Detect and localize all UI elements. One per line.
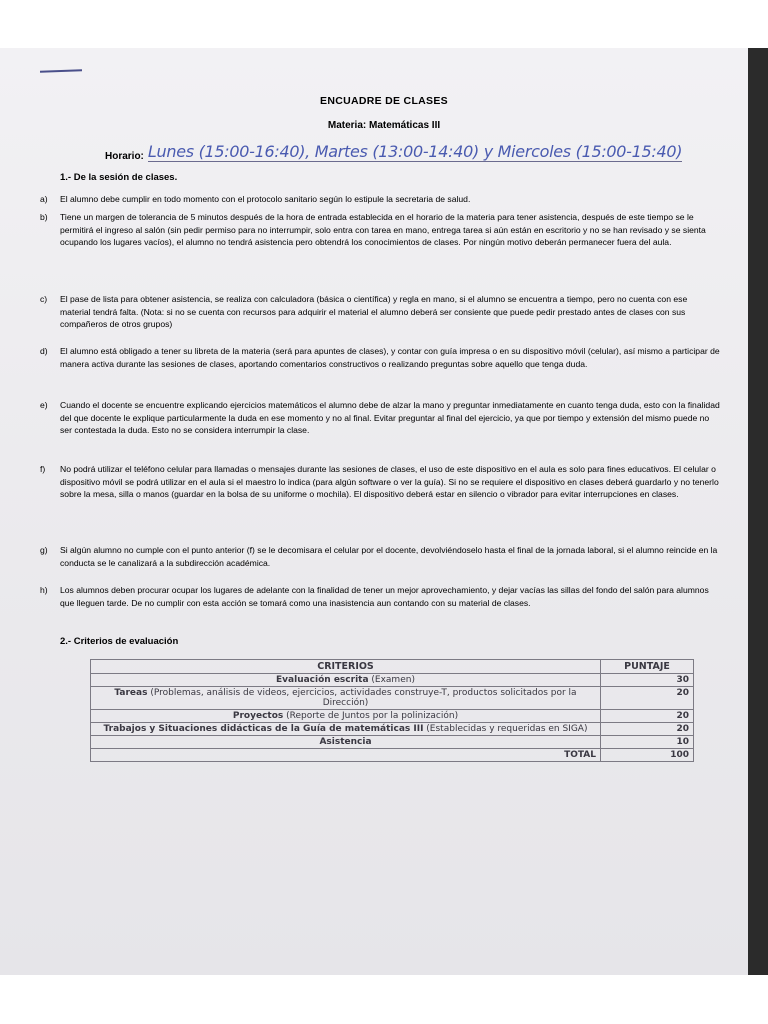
header-criterios: CRITERIOS bbox=[91, 660, 601, 674]
evaluation-criteria-table bbox=[90, 659, 694, 762]
criterion-cell bbox=[91, 710, 601, 723]
rule-item bbox=[40, 345, 720, 370]
table-row bbox=[91, 687, 694, 710]
rule-text: No podrá utilizar el teléfono celular para llamadas o mensajes durante las sesiones de clases, el uso de este dispositivo en el aula es solo para fines educativos. El celular o dispositivo móvil se podrá utilizar en el aula si el maestro lo indica (para algún software o ver la guía). Si no se requiere el dispositivo en clases deberá guardarlo y no tenerlo sobre la mesa, silla o manos (guardar en la bolsa de su uniforme o mochila). El dispositivo deberá estar en silencio o vibrador para evitar interrupciones en clases. bbox=[60, 464, 719, 500]
table-header-row bbox=[91, 660, 694, 674]
table-total-row bbox=[91, 749, 694, 762]
points-cell: 10 bbox=[601, 736, 694, 749]
rule-label: d) bbox=[40, 346, 48, 356]
table-row bbox=[91, 710, 694, 723]
document-page bbox=[0, 48, 748, 975]
schedule-line bbox=[105, 140, 682, 162]
criterion-name: Proyectos bbox=[232, 711, 284, 721]
criterion-detail: (Examen) bbox=[368, 675, 415, 685]
table-row bbox=[91, 736, 694, 749]
rule-item bbox=[40, 399, 720, 437]
criterion-detail: (Problemas, análisis de videos, ejercicios, actividades construye-T, productos solicitados por la Dirección) bbox=[147, 688, 577, 708]
top-margin bbox=[0, 0, 768, 48]
table-row bbox=[91, 723, 694, 736]
criterion-cell bbox=[91, 736, 601, 749]
points-cell: 20 bbox=[601, 710, 694, 723]
criterion-cell bbox=[91, 723, 601, 736]
schedule-label: Horario: bbox=[105, 151, 144, 162]
criterion-name: Trabajos y Situaciones didácticas de la Guía de matemáticas III bbox=[103, 724, 424, 734]
rule-text: El alumno está obligado a tener su libreta de la materia (será para apuntes de clases), y contar con guía impresa o en su dispositivo móvil (celular), así mismo a participar de manera activa durante las sesiones de clases, aportando comentarios constructivos o realizando preguntas sobre aquello que tenga duda. bbox=[60, 346, 720, 369]
rule-label: g) bbox=[40, 545, 48, 555]
criterion-name: Asistencia bbox=[319, 737, 372, 747]
document-title: ENCUADRE DE CLASES bbox=[320, 95, 448, 107]
total-points: 100 bbox=[601, 749, 694, 762]
schedule-handwritten: Lunes (15:00-16:40), Martes (13:00-14:40) y Miercoles (15:00-15:40) bbox=[147, 142, 683, 161]
bottom-margin bbox=[0, 975, 768, 1024]
rule-item bbox=[40, 544, 720, 569]
total-label: TOTAL bbox=[91, 749, 601, 762]
section-2-title: 2.- Criterios de evaluación bbox=[60, 636, 179, 647]
rule-label: f) bbox=[40, 464, 46, 474]
rule-label: c) bbox=[40, 294, 48, 304]
rule-item bbox=[40, 193, 720, 206]
rule-text: Si algún alumno no cumple con el punto anterior (f) se le decomisara el celular por el docente, devolviéndoselo hasta el final de la jornada laboral, si el alumno reincide en la conducta se le canalizará a la subdirección académica. bbox=[60, 545, 718, 568]
section-1-title: 1.- De la sesión de clases. bbox=[60, 172, 178, 183]
rule-item bbox=[40, 584, 720, 609]
rule-label: e) bbox=[40, 400, 48, 410]
rule-label: b) bbox=[40, 212, 48, 222]
points-cell: 20 bbox=[601, 687, 694, 710]
rule-item bbox=[40, 293, 720, 331]
rule-item bbox=[40, 211, 720, 249]
table-row bbox=[91, 674, 694, 687]
criterion-detail: (Reporte de Juntos por la polinización) bbox=[283, 711, 459, 721]
rule-item bbox=[40, 463, 720, 501]
rule-label: h) bbox=[40, 585, 48, 595]
rule-text: El alumno debe cumplir en todo momento con el protocolo sanitario según lo estipule la secretaria de salud. bbox=[60, 194, 471, 204]
criterion-name: Evaluación escrita bbox=[276, 675, 369, 685]
criterion-name: Tareas bbox=[114, 688, 148, 698]
subject-line: Materia: Matemáticas III bbox=[327, 120, 441, 131]
points-cell: 30 bbox=[601, 674, 694, 687]
rule-text: Los alumnos deben procurar ocupar los lugares de adelante con la finalidad de tener un mejor aprovechamiento, y dejar vacías las sillas del fondo del salón para alumnos que lleguen tarde. De no cumplir con esta acción se tomará como una inasistencia aun contando con su material de clases. bbox=[60, 585, 709, 608]
points-cell: 20 bbox=[601, 723, 694, 736]
rule-text: Cuando el docente se encuentre explicando ejercicios matemáticos el alumno debe de alzar la mano y preguntar inmediatamente en cuanto tenga duda, esto con la finalidad del que docente le explique particularmente la duda en ese momento y no al final. Evitar preguntar al final del ejercicio, ya que por tiempo y extensión del mismo puede no ser contestada la duda. Esto no se considera interrumpir la clase. bbox=[60, 400, 720, 436]
criterion-detail: (Establecidas y requeridas en SIGA) bbox=[423, 724, 588, 734]
rule-text: El pase de lista para obtener asistencia, se realiza con calculadora (básica o científica) y regla en mano, si el alumno se encuentra a tiempo, pero no cuenta con ese material tendrá falta. (Nota: si no se cuenta con recursos para adquirir el material el alumno deberá ser consiente que puede pedir prestado antes de clases con sus compañeros de otros grupos) bbox=[60, 294, 688, 330]
criterion-cell bbox=[91, 687, 601, 710]
criterion-cell bbox=[91, 674, 601, 687]
rule-text: Tiene un margen de tolerancia de 5 minutos después de la hora de entrada establecida en el horario de la materia para tener asistencia, después de este tiempo se le permitirá el ingreso al salón (sin pedir permiso para no interrumpir, solo entra con tarea en mano, entrega tarea si aún están en escritorio y no se han revisado y se sienta ocupando los lugares vacíos), el alumno no tendrá asistencia pero obtendrá los conocimientos de clases. Por ningún motivo deberán permanecer fuera del aula. bbox=[60, 212, 706, 248]
rule-label: a) bbox=[40, 194, 48, 204]
header-puntaje: PUNTAJE bbox=[601, 660, 694, 674]
